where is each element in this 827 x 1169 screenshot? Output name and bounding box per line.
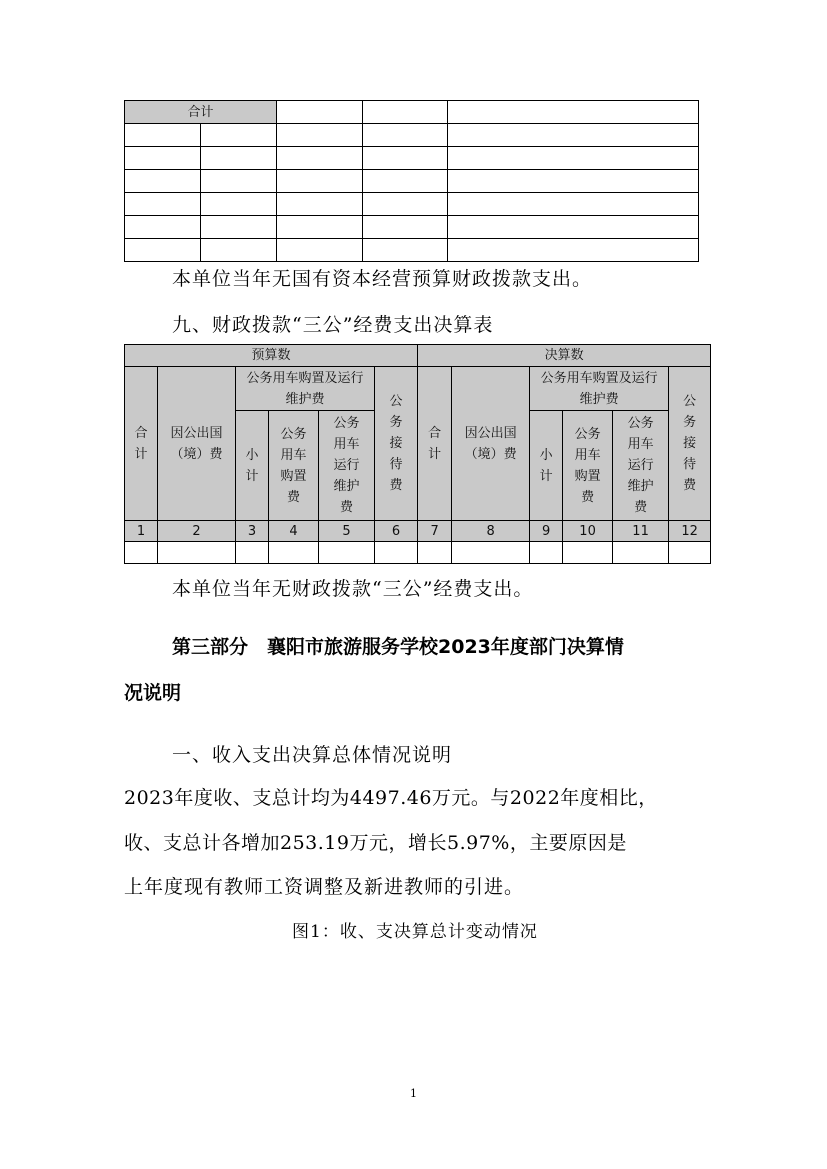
page-number: 1 [410,1087,417,1100]
state-capital-table [124,100,699,262]
column-number: 6 [375,521,418,542]
sub-header-row [125,367,711,411]
group-header-row [125,345,711,367]
final-vehicle-group-header: 公务用车购置及运行维护费 [540,370,658,407]
column-number: 7 [418,521,452,542]
total-header-cell: 合计 [125,101,277,124]
column-number: 3 [236,521,269,542]
final-reception-header: 公务接待费 [683,394,697,493]
final-subtotal-header: 小计 [539,447,553,484]
final-vehicle-operation-header: 公务用车运行维护费 [627,416,654,515]
column-number: 9 [530,521,563,542]
table-row [125,216,699,239]
column-number: 4 [269,521,319,542]
table-header-row [125,101,699,124]
body-line: 2023年度收、支总计均为4497.46万元。与2022年度相比， [124,787,658,809]
table-row [125,193,699,216]
budget-total-header: 合计 [134,425,148,462]
final-vehicle-purchase-header: 公务用车购置费 [574,426,601,505]
column-number: 1 [125,521,158,542]
figure-caption: 图1：收、支决算总计变动情况 [292,922,538,942]
budget-subtotal-header: 小计 [245,447,259,484]
budget-vehicle-purchase-header: 公务用车购置费 [280,426,307,505]
column-number: 2 [158,521,236,542]
part-three-title: 第三部分 襄阳市旅游服务学校2023年度部门决算情 [172,636,624,658]
no-state-capital-note: 本单位当年无国有资本经营预算财政拨款支出。 [172,268,593,290]
column-number: 8 [452,521,530,542]
budget-vehicle-operation-header: 公务用车运行维护费 [333,416,360,515]
table-row [125,239,699,262]
budget-reception-header: 公务接待费 [389,394,403,493]
table-row [125,147,699,170]
budget-vehicle-group-header: 公务用车购置及运行维护费 [246,370,364,407]
table-row [125,124,699,147]
final-group-header: 决算数 [418,345,711,367]
table-row [125,170,699,193]
section-nine-title: 九、财政拨款“三公”经费支出决算表 [172,314,494,336]
column-number: 5 [319,521,375,542]
column-number: 12 [669,521,711,542]
column-number: 10 [563,521,613,542]
column-number-row [125,521,711,542]
column-number: 11 [613,521,669,542]
budget-abroad-header: 因公出国（境）费 [170,425,223,462]
body-line: 收、支总计各增加253.19万元，增长5.97%，主要原因是 [124,832,627,854]
section-one-title: 一、收入支出决算总体情况说明 [172,744,453,766]
body-line: 上年度现有教师工资调整及新进教师的引进。 [124,876,525,898]
budget-group-header: 预算数 [125,345,418,367]
final-total-header: 合计 [428,425,442,462]
final-abroad-header: 因公出国（境）费 [464,425,517,462]
no-three-public-note: 本单位当年无财政拨款“三公”经费支出。 [172,578,534,600]
table-row [125,542,711,564]
three-public-expense-table [124,344,711,564]
part-three-title-cont: 况说明 [124,682,182,704]
